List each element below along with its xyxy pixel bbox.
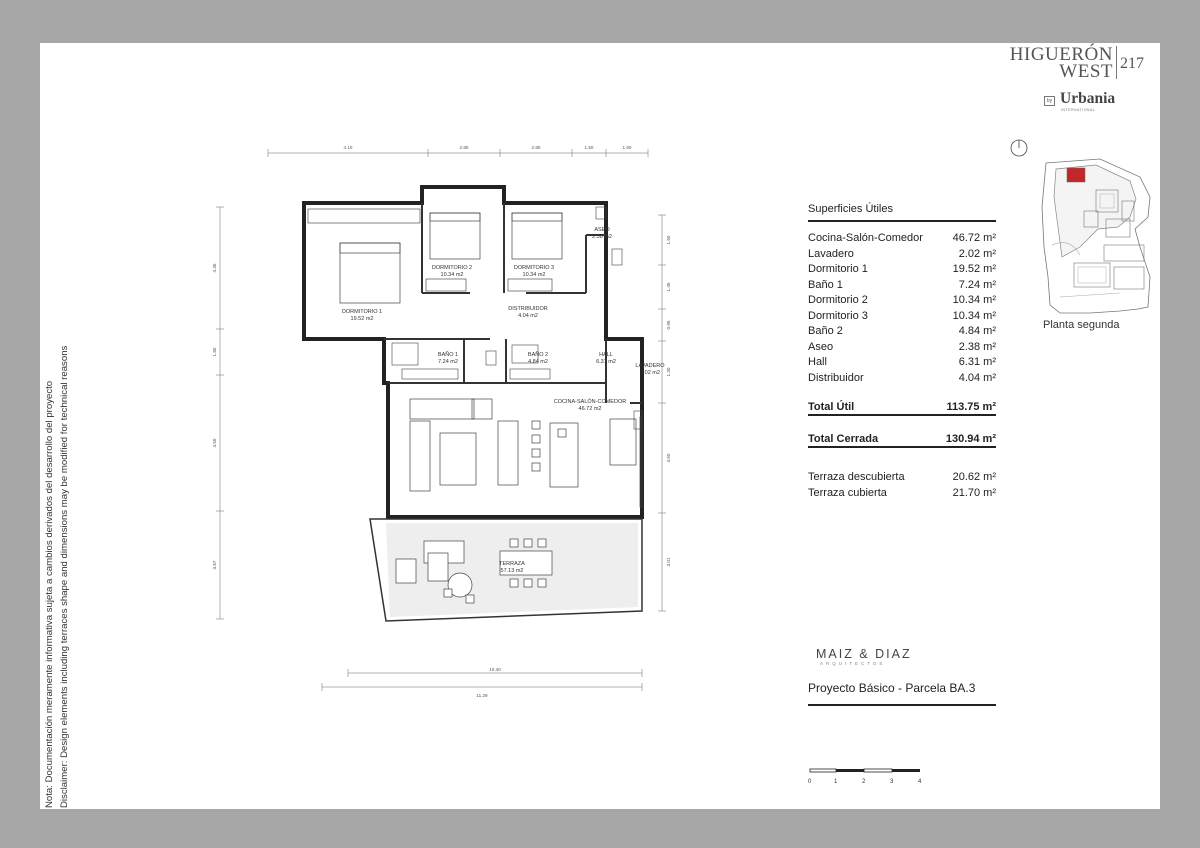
brand-logo	[1011, 46, 1151, 114]
dim-right: 1.45	[666, 282, 671, 292]
area-row	[808, 278, 996, 294]
project-name-line-2: WEST	[1059, 61, 1113, 82]
dim-top: 4.10	[343, 145, 353, 150]
area-value: 6.31 m²	[958, 356, 996, 368]
dim-top: 1.50	[584, 145, 594, 150]
company-name: Urbania	[1060, 90, 1116, 107]
project-name-line-1: HIGUERÓN	[1009, 44, 1113, 65]
dim-bottom: 10.40	[489, 667, 501, 672]
area-name: Dormitorio 1	[808, 263, 868, 275]
area-value: 10.34 m²	[952, 294, 996, 306]
room-label: TERRAZA 57.13 m2	[499, 561, 525, 574]
dim-bottom: 11.29	[476, 693, 488, 698]
room-label: DISTRIBUIDOR 4.04 m2	[508, 306, 548, 319]
area-row	[808, 355, 996, 371]
scale-tick-label: 0	[808, 779, 812, 785]
logo-divider	[1116, 46, 1117, 79]
dim-right: 4.50	[666, 453, 671, 463]
terrace-value: 21.70 m²	[952, 486, 996, 499]
area-rows	[808, 231, 996, 386]
total-cerrada-value: 130.94 m²	[945, 433, 996, 445]
room-label: DORMITORIO 2 10.34 m2	[431, 265, 473, 278]
room-label: DORMITORIO 1 19.52 m2	[341, 309, 383, 322]
total-util-value: 113.75 m²	[946, 401, 996, 413]
area-name: Baño 2	[808, 325, 843, 337]
total-util-label: Total Útil	[808, 401, 855, 413]
scale-tick-label: 3	[890, 779, 894, 785]
area-value: 2.38 m²	[958, 340, 996, 353]
area-value: 2.02 m²	[958, 247, 996, 260]
dim-top: 2.80	[459, 145, 469, 150]
area-name: Aseo	[808, 340, 834, 353]
dim-top: 2.80	[531, 145, 541, 150]
dim-left: 4.50	[212, 438, 217, 448]
dim-left: 4.35	[212, 263, 217, 273]
area-name: Lavadero	[808, 247, 854, 260]
area-value: 19.52 m²	[952, 263, 996, 275]
scale-bar	[808, 767, 928, 791]
area-name: Dormitorio 3	[808, 309, 868, 322]
area-row	[808, 324, 996, 340]
disclaimer	[42, 288, 72, 808]
company-subtitle: INTERNATIONAL	[1061, 108, 1096, 112]
room-label: ASEO 2.38 m2	[592, 227, 612, 240]
scale-tick-label: 2	[862, 779, 866, 785]
project-title: Proyecto Básico - Parcela BA.3	[808, 681, 996, 706]
area-row	[808, 309, 996, 325]
architects-name: MAIZ & DIAZ	[816, 647, 912, 661]
project-name	[1010, 46, 1113, 80]
area-name: Distribuidor	[808, 371, 864, 384]
area-row	[808, 340, 996, 356]
terrace-row	[808, 470, 996, 486]
architects-logo	[816, 647, 912, 666]
highlighted-unit	[1067, 168, 1085, 182]
area-name: Hall	[808, 356, 827, 368]
area-table	[808, 203, 996, 501]
room-label: DORMITORIO 3 10.34 m2	[513, 265, 555, 278]
room-label: HALL 6.31 m2	[596, 352, 616, 365]
terrace-label: Terraza cubierta	[808, 486, 887, 499]
site-plan-caption: Planta segunda	[1043, 319, 1120, 331]
scale-tick-label: 4	[918, 779, 922, 785]
scale-tick-label: 1	[834, 779, 838, 785]
dim-left: 1.80	[212, 347, 217, 357]
area-name: Baño 1	[808, 278, 843, 291]
floor-plan	[210, 141, 680, 701]
dim-right: 1.60	[666, 235, 671, 245]
area-name: Dormitorio 2	[808, 294, 868, 306]
area-value: 46.72 m²	[952, 232, 996, 244]
terrace-row	[808, 486, 996, 502]
dim-right: 1.30	[666, 367, 671, 377]
by-mark: by	[1044, 96, 1055, 106]
project-number: 217	[1120, 55, 1144, 72]
area-row	[808, 262, 996, 278]
dim-right: 0.95	[666, 320, 671, 330]
area-row	[808, 293, 996, 309]
area-row	[808, 247, 996, 263]
dim-left: 3.67	[212, 560, 217, 570]
area-value: 7.24 m²	[958, 278, 996, 291]
room-label: LAVADERO 2.02 m2	[635, 363, 665, 376]
area-value: 4.84 m²	[958, 325, 996, 337]
disclaimer-line-2: Disclaimer: Design elements including terraces shape and dimensions may be modified for technical reasons	[59, 345, 70, 808]
area-row	[808, 371, 996, 387]
site-plan	[1000, 137, 1160, 337]
area-name: Cocina-Salón-Comedor	[808, 232, 923, 244]
plan-sheet	[40, 43, 1160, 809]
architects-subtitle: ARQUITECTOS	[820, 661, 886, 666]
area-value: 4.04 m²	[958, 371, 996, 384]
area-row	[808, 231, 996, 247]
terrace-label: Terraza descubierta	[808, 471, 905, 483]
area-table-title: Superficies Útiles	[808, 203, 996, 222]
room-label: BAÑO 2 4.84 m2	[527, 352, 549, 365]
disclaimer-line-1: Nota: Documentación meramente informativa sujeta a cambios derivados del desarrollo del proyecto	[44, 380, 55, 808]
dim-top: 1.60	[622, 145, 632, 150]
total-cerrada-label: Total Cerrada	[808, 433, 879, 445]
dim-right: 3.01	[666, 557, 671, 567]
total-util-row	[808, 398, 996, 416]
terrace-value: 20.62 m²	[952, 471, 996, 483]
room-label: BAÑO 1 7.24 m2	[437, 352, 459, 365]
room-label: COCINA-SALÓN-COMEDOR 46.72 m2	[553, 399, 627, 412]
total-cerrada-row	[808, 430, 996, 448]
area-value: 10.34 m²	[952, 309, 996, 322]
